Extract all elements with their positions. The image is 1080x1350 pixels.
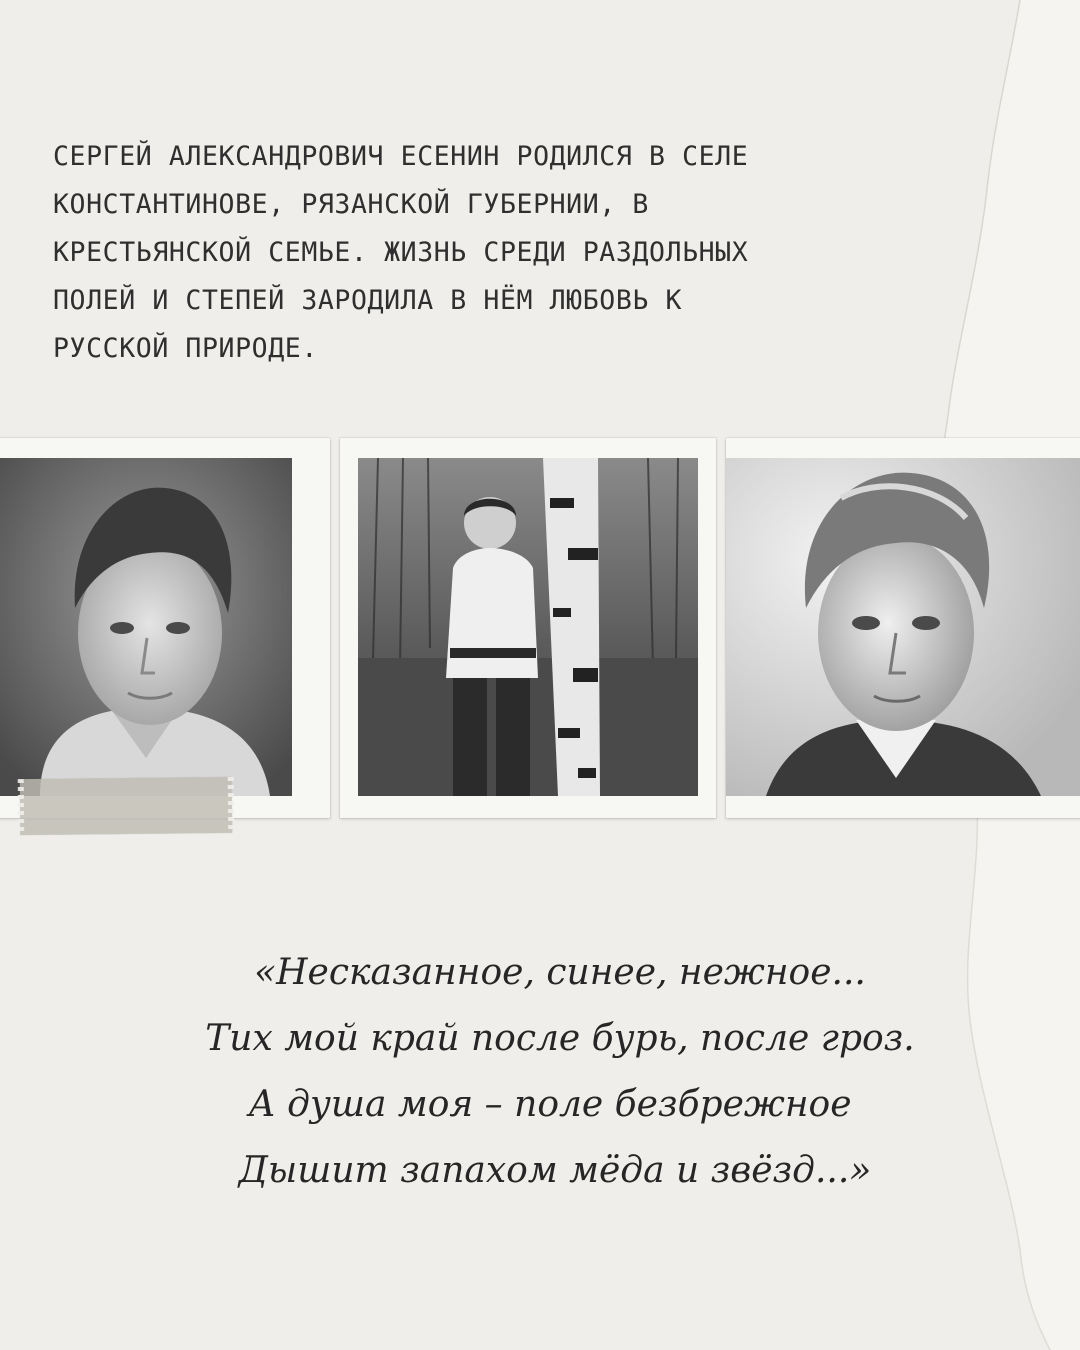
man-portrait-photo <box>726 458 1080 796</box>
intro-line: РУССКОЙ ПРИРОДЕ. <box>53 333 318 364</box>
poem-line: Тих мой край после бурь, после гроз. <box>205 1018 915 1059</box>
boy-portrait-photo <box>0 458 292 796</box>
poem-line: «Несказанное, синее, нежное... <box>254 952 866 993</box>
intro-paragraph <box>53 133 933 373</box>
photo-frame-birch-tree <box>340 438 716 818</box>
poem-quote <box>0 940 1080 1204</box>
photo-frame-boy-portrait <box>0 438 330 818</box>
intro-line: СЕРГЕЙ АЛЕКСАНДРОВИЧ ЕСЕНИН РОДИЛСЯ В СЕЛЕ <box>53 141 749 172</box>
intro-line: ПОЛЕЙ И СТЕПЕЙ ЗАРОДИЛА В НЁМ ЛЮБОВЬ К <box>53 285 683 316</box>
tape-strip-decoration <box>20 777 233 835</box>
intro-line: КРЕСТЬЯНСКОЙ СЕМЬЕ. ЖИЗНЬ СРЕДИ РАЗДОЛЬНЫХ <box>53 237 749 268</box>
intro-line: КОНСТАНТИНОВЕ, РЯЗАНСКОЙ ГУБЕРНИИ, В <box>53 189 649 220</box>
poem-line: А душа моя – поле безбрежное <box>248 1084 852 1125</box>
photo-strip <box>0 438 1080 838</box>
man-by-birch-photo <box>358 458 698 796</box>
photo-frame-man-portrait <box>726 438 1080 818</box>
poem-line: Дышит запахом мёда и звёзд...» <box>238 1150 872 1191</box>
